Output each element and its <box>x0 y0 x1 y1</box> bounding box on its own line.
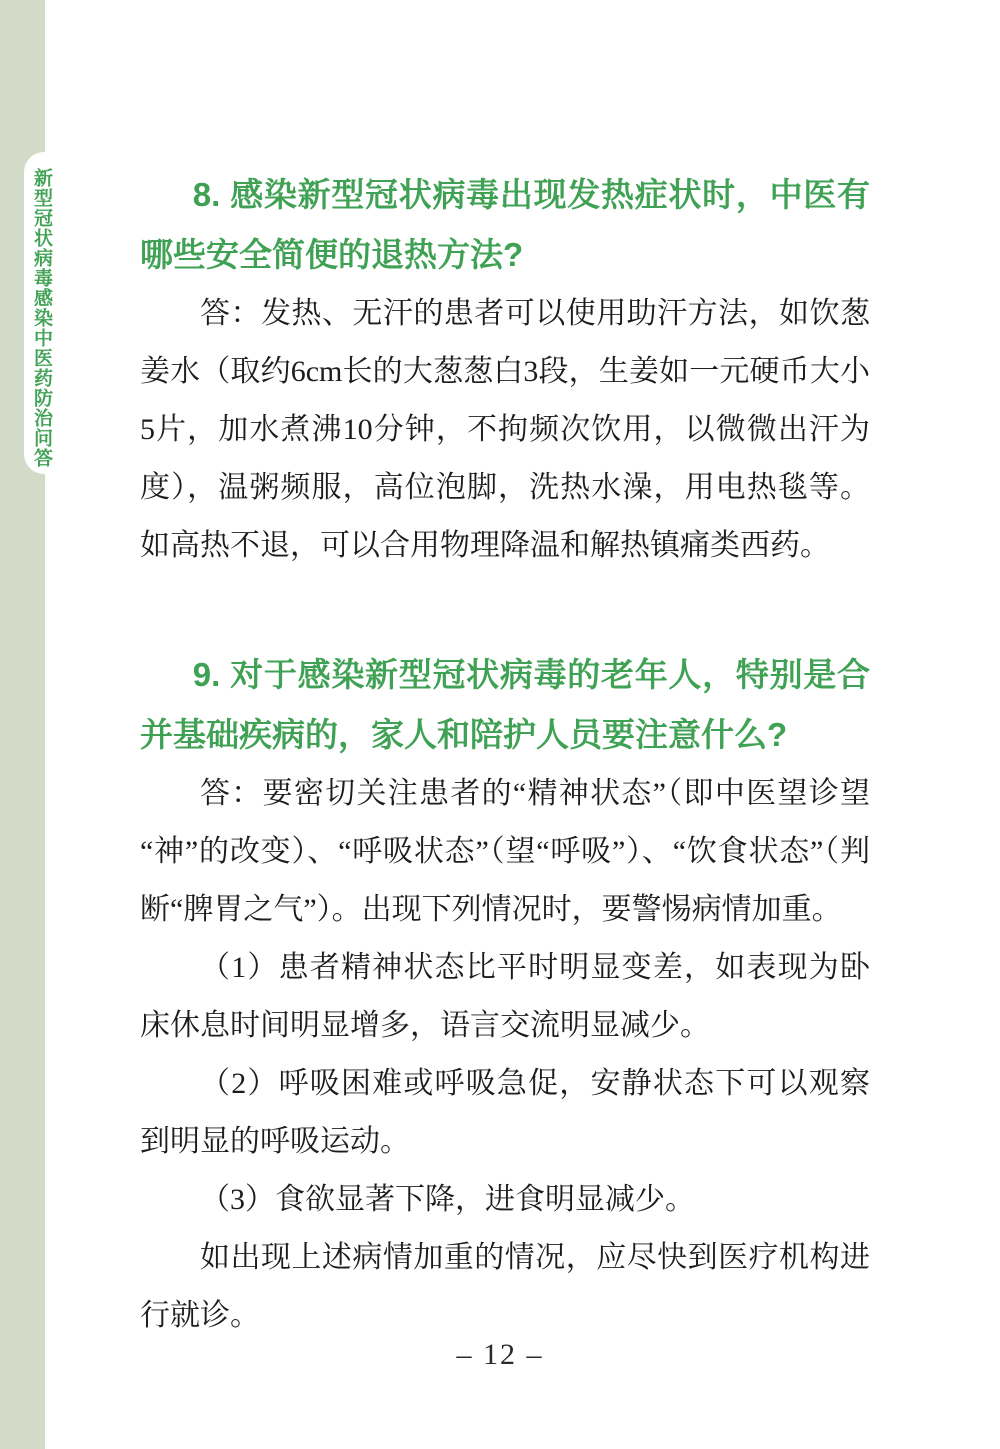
sidebar-vertical-title: 新型冠状病毒感染中医药防治问答 <box>31 168 52 468</box>
page-number: – 12 – <box>456 1338 544 1371</box>
question-8-answer: 答：发热、无汗的患者可以使用助汗方法，如饮葱姜水（取约6cm长的大葱葱白3段，生姜如一元硬币大小5片，加水煮沸10分钟，不拘频次饮用，以微微出汗为度），温粥频服，高位泡脚，洗热水澡，用电热毯等。如高热不退，可以合用物理降温和解热镇痛类西药。 <box>140 297 870 562</box>
question-9-answer-item-1: （1）患者精神状态比平时明显变差，如表现为卧床休息时间明显增多，语言交流明显减少。 <box>140 951 870 1042</box>
question-8-heading: 8. 感染新型冠状病毒出现发热症状时，中医有哪些安全简便的退热方法? <box>140 176 870 273</box>
question-9-answer-item-3: （3）食欲显著下降，进食明显减少。 <box>200 1183 695 1216</box>
question-9-answer-closing: 如出现上述病情加重的情况，应尽快到医疗机构进行就诊。 <box>140 1241 870 1332</box>
main-content <box>140 165 870 1345</box>
question-9-answer-item-2: （2）呼吸困难或呼吸急促，安静状态下可以观察到明显的呼吸运动。 <box>140 1067 870 1158</box>
sidebar-tab <box>24 152 104 474</box>
question-9-answer-intro: 答：要密切关注患者的“精神状态”（即中医望诊望“神”的改变）、“呼吸状态”（望“呼吸”）、“饮食状态”（判断“脾胃之气”）。出现下列情况时，要警惕病情加重。 <box>140 777 870 926</box>
question-9-heading: 9. 对于感染新型冠状病毒的老年人，特别是合并基础疾病的，家人和陪护人员要注意什么? <box>140 656 870 753</box>
